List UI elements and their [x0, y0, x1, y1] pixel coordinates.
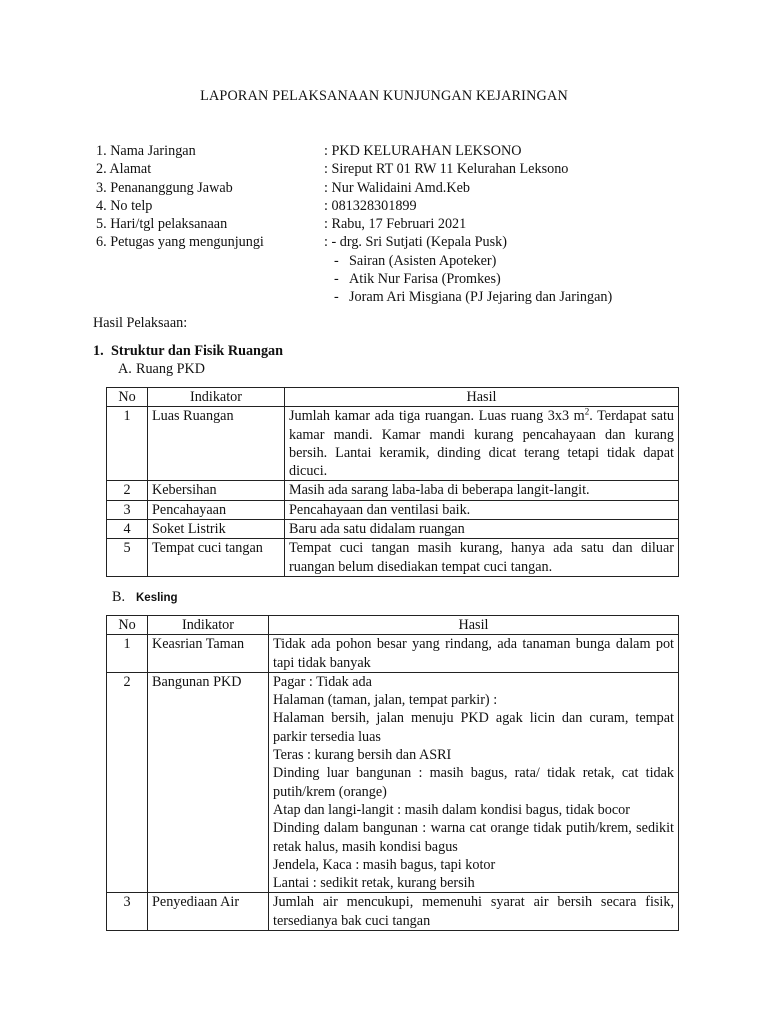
cell-indikator: Keasrian Taman [148, 635, 269, 673]
cell-no: 5 [107, 539, 148, 577]
cell-hasil [269, 672, 679, 893]
cell-indikator: Pencahayaan [148, 500, 285, 519]
hasil-line: Atap dan langi-langit : masih dalam kondisi bagus, tidak bocor [273, 801, 630, 818]
cell-no: 3 [107, 500, 148, 519]
info-row-no-telp [96, 197, 612, 215]
section-heading [93, 343, 283, 360]
table-row [107, 672, 679, 893]
section-title: Struktur dan Fisik Ruangan [111, 343, 284, 359]
table-header-row [107, 388, 679, 407]
cell-hasil: Baru ada satu didalam ruangan [285, 520, 679, 539]
hasil-line: Lantai : sedikit retak, kurang bersih [273, 875, 475, 892]
table-row [107, 520, 679, 539]
petugas-name: Atik Nur Farisa (Promkes) [349, 271, 501, 288]
subsection-label: Kesling [136, 592, 178, 604]
cell-hasil: Tidak ada pohon besar yang rindang, ada tanaman bunga dalam pot tapi tidak banyak [269, 635, 679, 673]
petugas-name: Sairan (Asisten Apoteker) [349, 252, 497, 269]
cell-indikator: Luas Ruangan [148, 407, 285, 481]
hasil-line: Halaman bersih, jalan menuju PKD agak licin dan curam, tempat parkir tersedia luas [273, 710, 674, 745]
petugas-name: Joram Ari Misgiana (PJ Jejaring dan Jaringan) [349, 289, 613, 306]
info-value: : Rabu, 17 Februari 2021 [324, 216, 467, 233]
subsection-letter: B. [112, 589, 126, 605]
info-label: 5. Hari/tgl pelaksanaan [96, 216, 228, 233]
subsection-label: Ruang PKD [136, 361, 205, 377]
header-hasil: Hasil [285, 388, 679, 407]
cell-no: 3 [107, 893, 148, 931]
header-indikator: Indikator [148, 616, 269, 635]
info-list [96, 142, 612, 307]
info-row-alamat [96, 160, 612, 178]
ruang-pkd-table [106, 387, 679, 577]
cell-hasil: Masih ada sarang laba-laba di beberapa langit-langit. [285, 481, 679, 500]
hasil-line: Pagar : Tidak ada [273, 673, 372, 690]
table-row [107, 539, 679, 577]
kesling-table [106, 615, 679, 931]
cell-indikator: Kebersihan [148, 481, 285, 500]
cell-no: 4 [107, 520, 148, 539]
info-value: : PKD KELURAHAN LEKSONO [324, 143, 522, 159]
info-label: 1. Nama Jaringan [96, 143, 196, 159]
header-hasil: Hasil [269, 616, 679, 635]
header-no: No [107, 616, 148, 635]
petugas-item: - Atik Nur Farisa (Promkes) [334, 271, 501, 288]
info-row-petugas [96, 233, 612, 251]
table-row [107, 635, 679, 673]
cell-indikator: Tempat cuci tangan [148, 539, 285, 577]
cell-hasil: Jumlah kamar ada tiga ruangan. Luas ruang 3x3 $m^2$. Terdapat satu kamar mandi. Kamar mandi kurang pencahayaan dan kurang bersih. Lantai keramik, dinding dicat terang tetapi tidak dapat dicuci. [285, 407, 679, 481]
petugas-item: - Joram Ari Misgiana (PJ Jejaring dan Jaringan) [334, 289, 613, 306]
section-number: 1. [93, 343, 104, 359]
header-indikator: Indikator [148, 388, 285, 407]
info-value: : Sireput RT 01 RW 11 Kelurahan Leksono [324, 161, 569, 178]
cell-hasil: Jumlah air mencukupi, memenuhi syarat air bersih secara fisik, tersedianya bak cuci tangan [269, 893, 679, 931]
info-label: 3. Penananggung Jawab [96, 179, 233, 196]
cell-indikator: Penyediaan Air [148, 893, 269, 931]
hasil-line: Teras : kurang bersih dan ASRI [273, 747, 452, 764]
hasil-line: Dinding dalam bangunan : warna cat orange tidak putih/krem, sedikit retak halus, masih kondisi bagus [273, 820, 674, 855]
table-row [107, 407, 679, 481]
cell-indikator: Soket Listrik [148, 520, 285, 539]
info-label: 4. No telp [96, 197, 153, 214]
info-value: : 081328301899 [324, 197, 417, 214]
info-value: : - drg. Sri Sutjati (Kepala Pusk) [324, 234, 507, 251]
subsection-b-heading [112, 589, 178, 606]
table-row [107, 893, 679, 931]
info-row-nama-jaringan [96, 142, 612, 160]
cell-hasil: Pencahayaan dan ventilasi baik. [285, 500, 679, 519]
hasil-label: Hasil Pelaksaan: [93, 315, 188, 331]
info-label: 6. Petugas yang mengunjungi [96, 234, 264, 251]
cell-indikator: Bangunan PKD [148, 672, 269, 893]
cell-no: 1 [107, 407, 148, 481]
petugas-item: - Sairan (Asisten Apoteker) [334, 252, 497, 269]
cell-hasil: Tempat cuci tangan masih kurang, hanya ada satu dan diluar ruangan belum disediakan tempat cuci tangan. [285, 539, 679, 577]
table-row [107, 500, 679, 519]
hasil-line: Dinding luar bangunan : masih bagus, rata/ tidak retak, cat tidak putih/krem (orange) [273, 765, 674, 800]
info-label: 2. Alamat [96, 161, 152, 178]
header-no: No [107, 388, 148, 407]
document-title: LAPORAN PELAKSANAAN KUNJUNGAN KEJARINGAN [200, 88, 568, 104]
cell-no: 2 [107, 481, 148, 500]
subsection-letter: A. [118, 361, 132, 377]
cell-no: 1 [107, 635, 148, 673]
cell-no: 2 [107, 672, 148, 893]
table-row [107, 481, 679, 500]
table-header-row [107, 616, 679, 635]
subsection-a-heading [118, 361, 205, 378]
info-row-hari-tgl [96, 215, 612, 233]
info-row-penanggung-jawab [96, 179, 612, 197]
info-value: : Nur Walidaini Amd.Keb [324, 179, 470, 196]
hasil-line: Jendela, Kaca : masih bagus, tapi kotor [273, 856, 496, 873]
hasil-line: Halaman (taman, jalan, tempat parkir) : [273, 692, 498, 709]
